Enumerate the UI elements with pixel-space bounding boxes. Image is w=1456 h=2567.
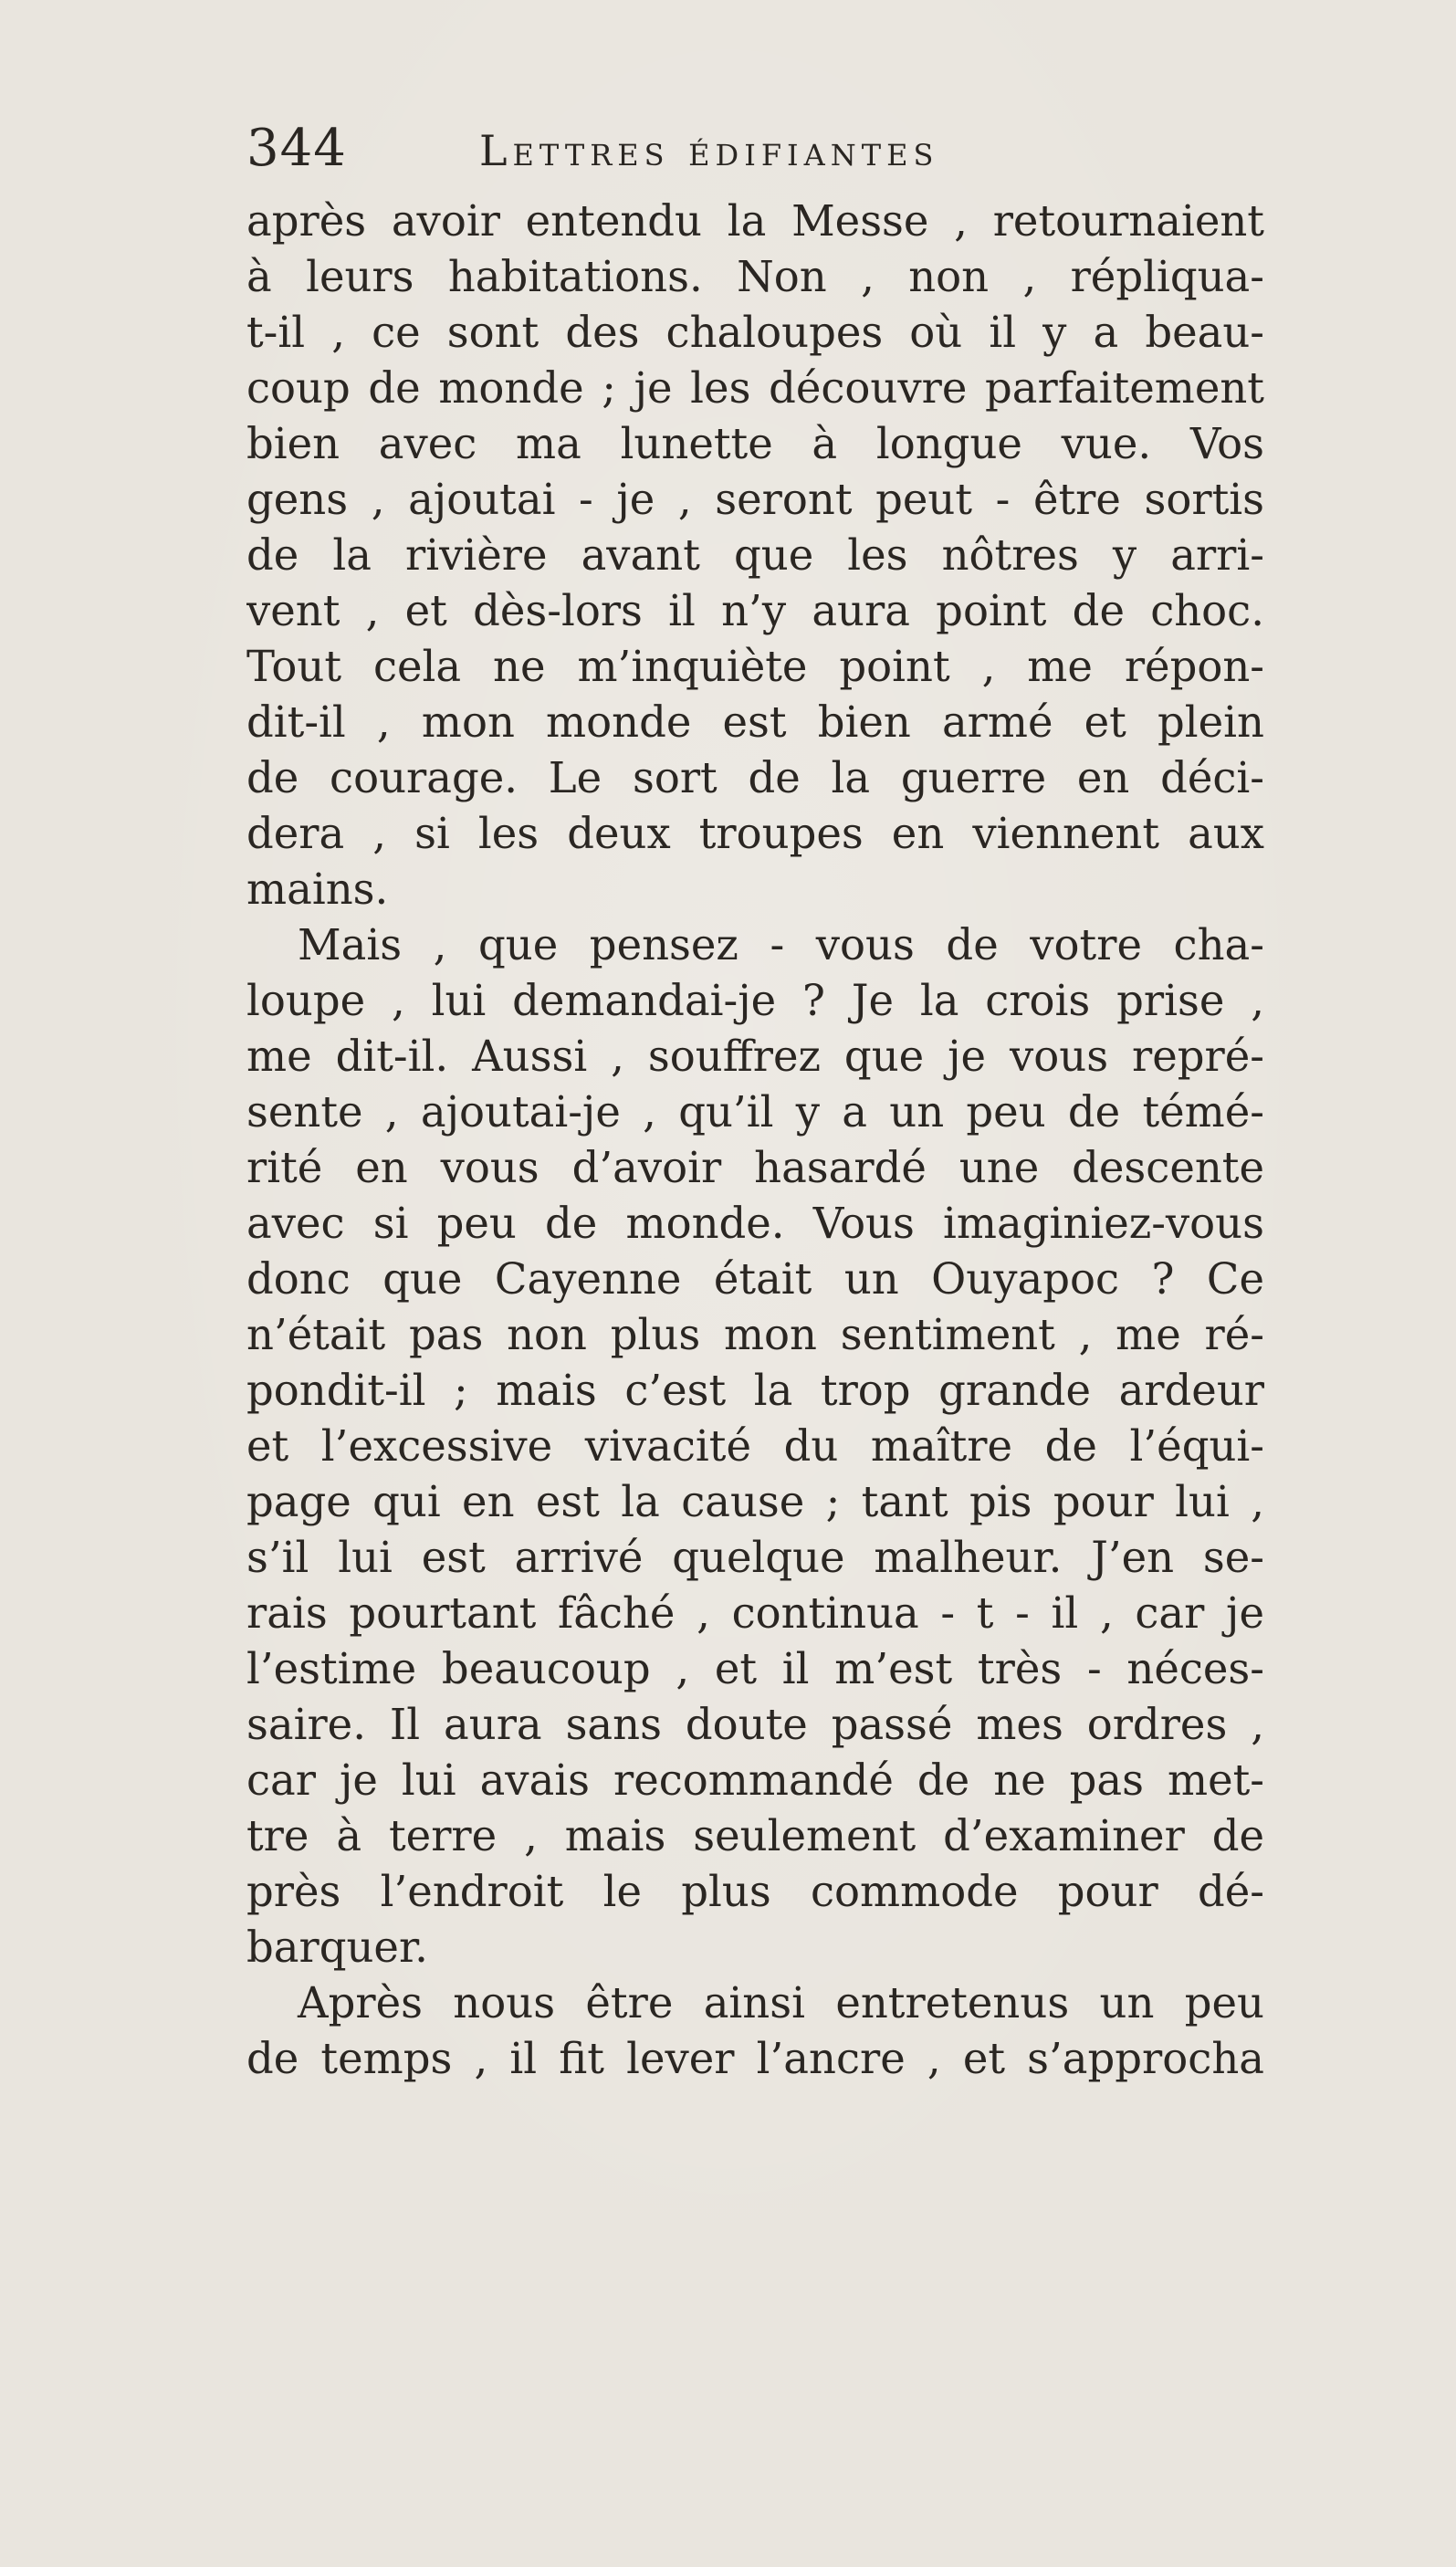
text-line: Tout cela ne m’inquiète point , me répon- xyxy=(246,642,1264,691)
page-number: 344 xyxy=(246,119,347,178)
text-line: sente , ajoutai-je , qu’il y a un peu de témé- xyxy=(246,1087,1264,1137)
text-line: donc que Cayenne était un Ouyapoc ? Ce xyxy=(246,1254,1264,1304)
text-line: avec si peu de monde. Vous imaginiez-vous xyxy=(246,1199,1264,1248)
text-line: t-il , ce sont des chaloupes où il y a beau- xyxy=(246,308,1264,357)
text-line: Mais , que pensez - vous de votre cha- xyxy=(298,920,1264,969)
text-line: dit-il , mon monde est bien armé et plein xyxy=(246,697,1264,747)
text-line: me dit-il. Aussi , souffrez que je vous repré- xyxy=(246,1032,1264,1081)
text-line: barquer. xyxy=(246,1923,428,1972)
text-line: de temps , il fit lever l’ancre , et s’approcha xyxy=(246,2034,1264,2083)
text-line: l’estime beaucoup , et il m’est très - néces- xyxy=(246,1644,1264,1693)
text-line: n’était pas non plus mon sentiment , me ré- xyxy=(246,1310,1264,1359)
text-line: bien avec ma lunette à longue vue. Vos xyxy=(246,419,1264,468)
text-line: de courage. Le sort de la guerre en déci- xyxy=(246,753,1264,802)
text-line: car je lui avais recommandé de ne pas met- xyxy=(246,1755,1264,1805)
text-line: tre à terre , mais seulement d’examiner de xyxy=(246,1811,1264,1860)
text-line: Après nous être ainsi entretenus un peu xyxy=(298,1978,1264,2027)
text-line: s’il lui est arrivé quelque malheur. J’en se- xyxy=(246,1533,1264,1582)
text-line: vent , et dès-lors il n’y aura point de choc. xyxy=(246,586,1264,635)
text-line: rais pourtant fâché , continua - t - il , car je xyxy=(246,1588,1264,1638)
text-line: à leurs habitations. Non , non , répliqua- xyxy=(246,252,1264,301)
text-line: pondit-il ; mais c’est la trop grande ardeur xyxy=(246,1366,1264,1415)
text-line: près l’endroit le plus commode pour dé- xyxy=(246,1867,1264,1916)
page-header xyxy=(246,119,1251,192)
running-title: Lettres édifiantes xyxy=(479,126,939,175)
text-line: rité en vous d’avoir hasardé une descente xyxy=(246,1143,1264,1192)
text-line: saire. Il aura sans doute passé mes ordres , xyxy=(246,1700,1264,1749)
text-line: de la rivière avant que les nôtres y arri- xyxy=(246,530,1264,580)
text-line: mains. xyxy=(246,864,389,914)
text-line: page qui en est la cause ; tant pis pour lui , xyxy=(246,1477,1264,1526)
body-text xyxy=(246,194,1264,2087)
text-line: loupe , lui demandai-je ? Je la crois prise , xyxy=(246,976,1264,1025)
text-line: gens , ajoutai - je , seront peut - être sortis xyxy=(246,475,1264,524)
text-line: et l’excessive vivacité du maître de l’équi- xyxy=(246,1421,1264,1471)
text-line: après avoir entendu la Messe , retournaient xyxy=(246,196,1264,246)
text-line: dera , si les deux troupes en viennent aux xyxy=(246,809,1264,858)
text-line: coup de monde ; je les découvre parfaitement xyxy=(246,363,1264,413)
